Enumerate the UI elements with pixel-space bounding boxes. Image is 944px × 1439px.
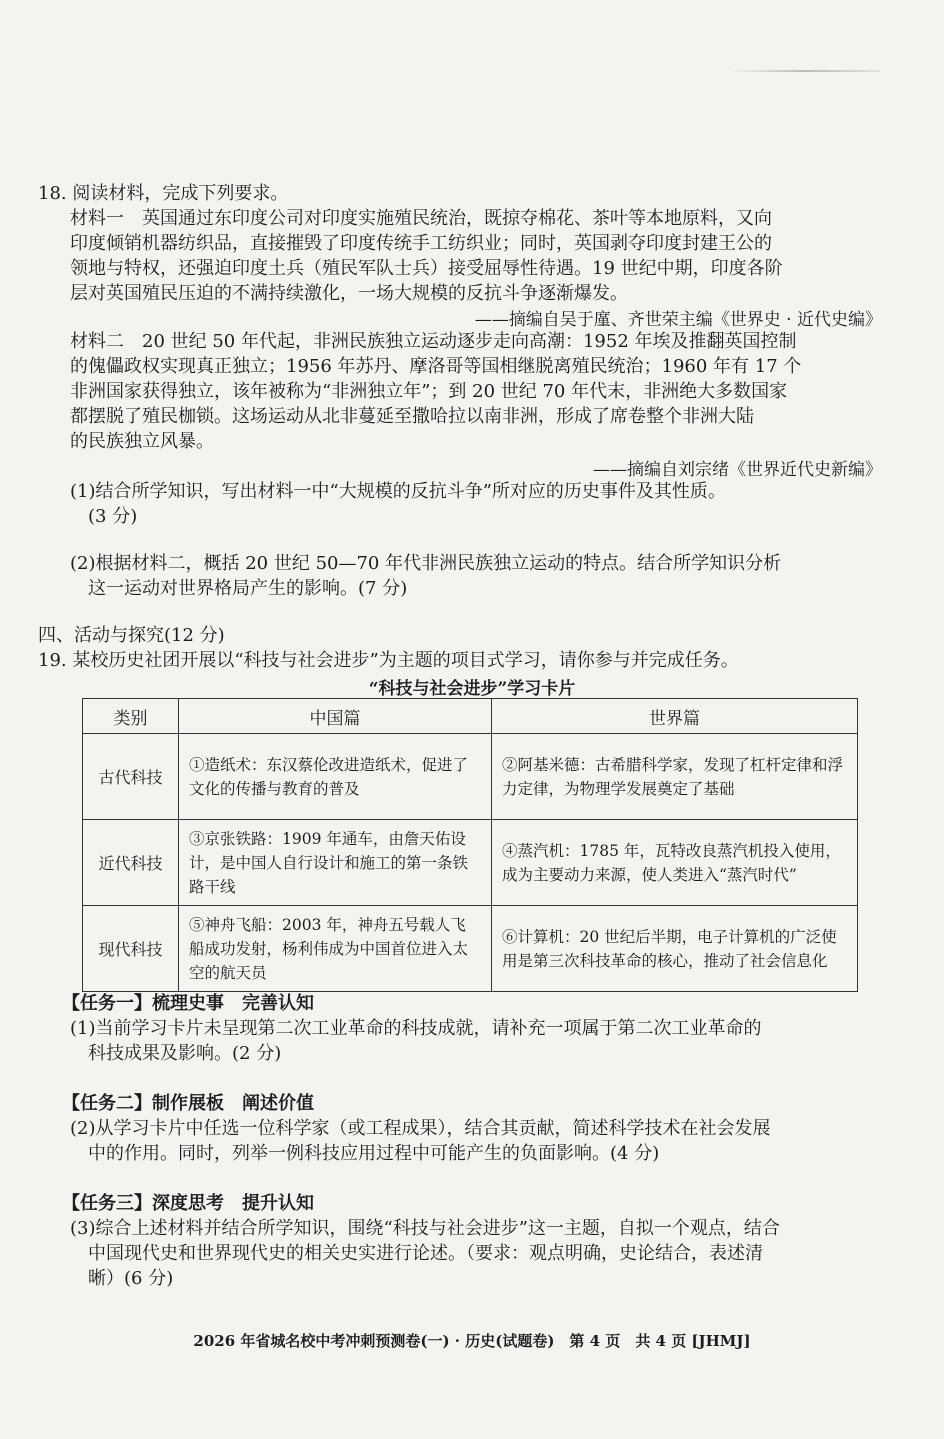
q18-sub1: (1)结合所学知识，写出材料一中“大规模的反抗斗争”所对应的历史事件及其性质。: [70, 481, 726, 502]
study-card-table: [82, 698, 858, 992]
q18-m1-source: ——摘编自吴于廑、齐世荣主编《世界史 · 近代史编》: [474, 310, 882, 330]
page-footer: 2026 年省城名校中考冲刺预测卷(一) · 历史(试题卷) 第 4 页 共 4 页 [JHMJ]: [193, 1332, 751, 1350]
table-cell-china: ①造纸术：东汉蔡伦改进造纸术，促进了文化的传播与教育的普及: [179, 734, 492, 820]
table-cell-world: ⑥计算机：20 世纪后半期，电子计算机的广泛使用是第三次科技革命的核心，推动了社会信息化: [492, 906, 858, 992]
table-cell-category: 近代科技: [83, 820, 179, 906]
q18-m1-line: 层对英国殖民压迫的不满持续激化，一场大规模的反抗斗争逐渐爆发。: [70, 283, 628, 304]
q18-m2-line: 的民族独立风暴。: [70, 431, 214, 452]
q18-sub2: (2)根据材料二，概括 20 世纪 50—70 年代非洲民族独立运动的特点。结合所学知识分析: [70, 553, 782, 574]
q18-m2-source: ——摘编自刘宗绪《世界近代史新编》: [593, 460, 882, 480]
table-row: [83, 906, 858, 992]
table-cell-category: 古代科技: [83, 734, 179, 820]
section4-title: 四、活动与探究(12 分): [38, 625, 225, 646]
q18-m1-line: 领地与特权，还强迫印度土兵（殖民军队士兵）接受屈辱性待遇。19 世纪中期，印度各阶: [70, 258, 783, 279]
task1-line: 科技成果及影响。(2 分): [70, 1043, 282, 1064]
q18-m1-line: 印度倾销机器纺织品，直接摧毁了印度传统手工纺织业；同时，英国剥夺印度封建王公的: [70, 233, 772, 254]
q18-stem: 18. 阅读材料，完成下列要求。: [38, 183, 289, 204]
table-row: [83, 734, 858, 820]
table-header: 世界篇: [492, 699, 858, 734]
table-cell-category: 现代科技: [83, 906, 179, 992]
table-row: [83, 820, 858, 906]
task2-line: 中的作用。同时，列举一例科技应用过程中可能产生的负面影响。(4 分): [70, 1143, 660, 1164]
q18-m1-line: 材料一 英国通过东印度公司对印度实施殖民统治，既掠夺棉花、茶叶等本地原料，又向: [70, 208, 772, 229]
scan-mark: [730, 70, 880, 72]
task1-line: (1)当前学习卡片未呈现第二次工业革命的科技成就，请补充一项属于第二次工业革命的: [70, 1018, 762, 1039]
task3-line: 中国现代史和世界现代史的相关史实进行论述。（要求：观点明确，史论结合，表述清: [70, 1243, 763, 1264]
task2-line: (2)从学习卡片中任选一位科学家（或工程成果），结合其贡献，简述科学技术在社会发展: [70, 1118, 771, 1139]
q18-m2-line: 都摆脱了殖民枷锁。这场运动从北非蔓延至撒哈拉以南非洲，形成了席卷整个非洲大陆: [70, 406, 754, 427]
task3-title: 【任务三】深度思考 提升认知: [62, 1193, 314, 1214]
card-title: “科技与社会进步”学习卡片: [368, 679, 576, 699]
q18-m2-line: 材料二 20 世纪 50 年代起，非洲民族独立运动逐步走向高潮：1952 年埃及推翻英国控制: [70, 331, 797, 352]
table-header: 类别: [83, 699, 179, 734]
task3-line: 晰）(6 分): [70, 1268, 174, 1289]
q19-stem: 19. 某校历史社团开展以“科技与社会进步”为主题的项目式学习，请你参与并完成任务。: [38, 650, 739, 671]
q18-m2-line: 的傀儡政权实现真正独立；1956 年苏丹、摩洛哥等国相继脱离殖民统治；1960 年有 17 个: [70, 356, 802, 377]
table-cell-china: ③京张铁路：1909 年通车，由詹天佑设计，是中国人自行设计和施工的第一条铁路干线: [179, 820, 492, 906]
table-cell-world: ④蒸汽机：1785 年，瓦特改良蒸汽机投入使用，成为主要动力来源，使人类进入“蒸汽时代”: [492, 820, 858, 906]
q18-sub1: (3 分): [70, 506, 138, 527]
task3-line: (3)综合上述材料并结合所学知识，围绕“科技与社会进步”这一主题，自拟一个观点，结合: [70, 1218, 780, 1239]
table-header: 中国篇: [179, 699, 492, 734]
table-cell-world: ②阿基米德：古希腊科学家，发现了杠杆定律和浮力定律，为物理学发展奠定了基础: [492, 734, 858, 820]
task2-title: 【任务二】制作展板 阐述价值: [62, 1093, 314, 1114]
q18-m2-line: 非洲国家获得独立，该年被称为“非洲独立年”；到 20 世纪 70 年代末，非洲绝大多数国家: [70, 381, 788, 402]
task1-title: 【任务一】梳理史事 完善认知: [62, 993, 314, 1014]
table-cell-china: ⑤神舟飞船：2003 年，神舟五号载人飞船成功发射，杨利伟成为中国首位进入太空的航天员: [179, 906, 492, 992]
q18-sub2: 这一运动对世界格局产生的影响。(7 分): [70, 578, 408, 599]
